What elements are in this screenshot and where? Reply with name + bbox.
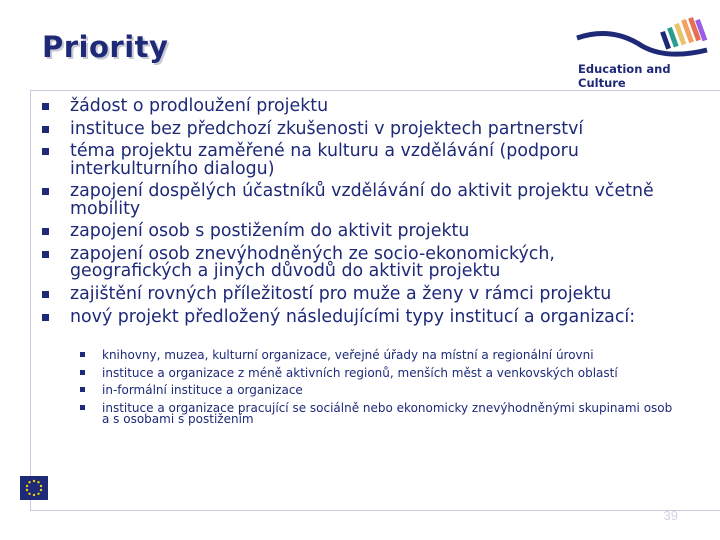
list-item-text: téma projektu zaměřené na kulturu a vzdělávání (podporu interkulturního dialogu) (70, 141, 579, 179)
list-item-text: instituce bez předchozí zkušenosti v projektech partnerství (70, 118, 584, 139)
left-divider (30, 90, 31, 510)
square-bullet-icon (80, 352, 85, 357)
list-item-text: zapojení osob s postižením do aktivit projektu (70, 221, 470, 242)
list-item (42, 283, 682, 304)
list-item (42, 143, 682, 177)
square-bullet-icon (80, 387, 85, 392)
square-bullet-icon (42, 148, 49, 155)
page-number: 39 (663, 508, 678, 523)
eu-flag-icon (20, 476, 48, 500)
list-item-text: zajištění rovných příležitostí pro muže a ženy v rámci projektu (70, 283, 612, 304)
square-bullet-icon (42, 291, 49, 298)
priority-list (42, 98, 682, 331)
square-bullet-icon (80, 405, 85, 410)
square-bullet-icon (42, 126, 49, 133)
list-item-text: zapojení dospělých účastníků vzdělávání do aktivit projektu včetně mobility (70, 181, 654, 219)
list-item (42, 243, 682, 282)
square-bullet-icon (42, 228, 49, 235)
list-item (42, 223, 682, 240)
institution-types-list (80, 350, 680, 432)
sub-list-item (80, 365, 680, 380)
sub-list-item-text: instituce a organizace z méně aktivních regionů, menších měst a venkovských oblastí (102, 365, 618, 380)
list-item (42, 306, 682, 327)
top-divider (30, 90, 720, 91)
sub-list-item-text: knihovny, muzea, kulturní organizace, veřejné úřady na místní a regionální úrovni (102, 348, 594, 362)
logo-text: Education and Culture (578, 62, 671, 90)
sub-list-item (80, 350, 680, 362)
sub-list-item-text: in-formální instituce a organizace (102, 383, 303, 398)
sub-list-item (80, 385, 680, 397)
square-bullet-icon (80, 370, 85, 375)
list-item-text: žádost o prodloužení projektu (70, 96, 329, 116)
list-item-text: zapojení osob znevýhodněných ze socio-ekonomických, geografických a jiných důvodů do aktivit projektu (70, 243, 555, 282)
list-item (42, 118, 682, 139)
square-bullet-icon (42, 314, 49, 321)
square-bullet-icon (42, 251, 49, 258)
list-item (42, 183, 682, 217)
list-item (42, 98, 682, 115)
square-bullet-icon (42, 103, 49, 110)
square-bullet-icon (42, 188, 49, 195)
page-title: Priority (42, 30, 169, 64)
sub-list-item-text: instituce a organizace pracující se sociálně nebo ekonomicky znevýhodněnými skupinami osob a s osobami s postižením (102, 400, 673, 427)
list-item-text: nový projekt předložený následujícími typy institucí a organizací: (70, 306, 636, 327)
sub-list-item (80, 400, 680, 427)
bottom-divider (30, 510, 720, 511)
